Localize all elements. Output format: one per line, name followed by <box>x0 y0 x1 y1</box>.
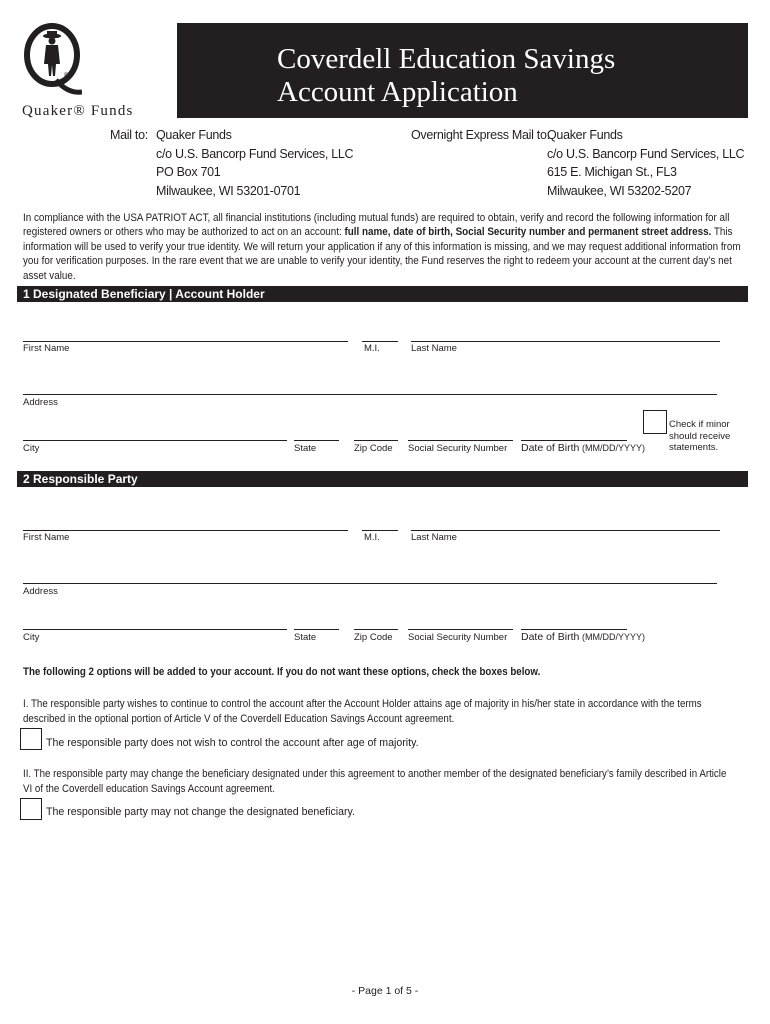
s2-last-name-label: Last Name <box>411 532 457 543</box>
minor-statements-checkbox[interactable] <box>643 410 667 434</box>
s1-first-name-label: First Name <box>23 343 70 354</box>
s2-city-label: City <box>23 632 40 643</box>
option-2-checkbox[interactable] <box>20 798 42 820</box>
s1-state-field[interactable] <box>294 440 339 441</box>
express-line: Milwaukee, WI 53202-5207 <box>547 183 692 198</box>
s1-address-label: Address <box>23 397 58 408</box>
s1-mi-field[interactable] <box>362 341 398 342</box>
s1-state-label: State <box>294 443 317 454</box>
s1-dob-field[interactable] <box>521 440 627 441</box>
mail-line: Quaker Funds <box>156 128 232 142</box>
mail-line: PO Box 701 <box>156 165 221 179</box>
section-1-header: 1 Designated Beneficiary | Account Holder <box>17 286 748 302</box>
page-title <box>277 43 615 109</box>
s1-ssn-field[interactable] <box>408 440 513 441</box>
s2-mi-field[interactable] <box>362 530 398 531</box>
minor-label-line: Check if minor <box>669 419 730 430</box>
s2-ssn-label: Social Security Number <box>408 632 508 643</box>
s2-mi-label: M.I. <box>364 532 380 543</box>
s2-first-name-label: First Name <box>23 532 70 543</box>
s2-last-name-field[interactable] <box>411 530 720 531</box>
mail-address <box>156 126 353 200</box>
mail-to-label: Mail to: <box>110 128 148 142</box>
s1-last-name-field[interactable] <box>411 341 720 342</box>
options-heading: The following 2 options will be added to your account. If you do not want these options, check the boxes below. <box>23 666 541 678</box>
s2-address-label: Address <box>23 586 58 597</box>
brand-name: Quaker® Funds <box>22 103 134 119</box>
express-line: c/o U.S. Bancorp Fund Services, LLC <box>547 146 745 161</box>
dob-format: (MM/DD/YYYY) <box>582 632 646 642</box>
s1-mi-label: M.I. <box>364 343 380 354</box>
dob-format: (MM/DD/YYYY) <box>582 443 646 453</box>
minor-label-line: statements. <box>669 442 719 453</box>
s2-ssn-field[interactable] <box>408 629 513 630</box>
s2-first-name-field[interactable] <box>23 530 348 531</box>
svg-text:®: ® <box>64 73 69 79</box>
minor-label-line: should receive <box>669 430 731 442</box>
dob-text: Date of Birth <box>521 631 580 643</box>
s1-ssn-label: Social Security Number <box>408 443 508 454</box>
express-mail-label: Overnight Express Mail to: <box>411 128 550 142</box>
s1-address-field[interactable] <box>23 394 717 395</box>
s2-dob-field[interactable] <box>521 629 627 630</box>
s1-first-name-field[interactable] <box>23 341 348 342</box>
option-1-text: I. The responsible party wishes to continue to control the account after the Account Holder attains age of majority in his/her state in accordance with the terms described in the optional portion of Article V of the Coverdell Education Savings Account agreement. <box>23 698 702 725</box>
option-2-text: II. The responsible party may change the beneficiary designated under this agreement to another member of the designated beneficiary’s family described in Article VI of the Coverdell education Savings Account agreement. <box>23 768 727 795</box>
notice-text-cont: This information will be used to verify your true identity. We will return your application if any of this information is missing, and we may request additional information from you for verification purposes. In the rare event that we are unable to verify your identity, the Fund reserves the right to redeem your account at the current day’s net asset value. <box>23 226 741 282</box>
express-mail-address <box>547 126 744 200</box>
s2-state-label: State <box>294 632 317 643</box>
s1-city-field[interactable] <box>23 440 287 441</box>
s2-city-field[interactable] <box>23 629 287 630</box>
quaker-logo-icon <box>22 22 82 100</box>
notice-text: In compliance with the USA PATRIOT ACT, all financial institutions (including mutual funds) are required to obtain, verify and record the following information for all registered owners or others who may be authorized to act on an account: <box>23 212 730 239</box>
s2-address-field[interactable] <box>23 583 717 584</box>
option-1-checkbox[interactable] <box>20 728 42 750</box>
express-line: 615 E. Michigan St., FL3 <box>547 165 677 179</box>
title-line-2: Account Application <box>277 76 518 108</box>
s2-state-field[interactable] <box>294 629 339 630</box>
s1-city-label: City <box>23 443 40 454</box>
s2-dob-label <box>521 631 645 643</box>
minor-statements-label <box>669 419 730 454</box>
section-2-header: 2 Responsible Party <box>17 471 748 487</box>
patriot-act-notice <box>23 211 748 283</box>
s1-last-name-label: Last Name <box>411 343 457 354</box>
title-banner <box>177 23 748 118</box>
s1-zip-field[interactable] <box>354 440 398 441</box>
s1-zip-label: Zip Code <box>354 443 393 454</box>
option-2-check-label: The responsible party may not change the designated beneficiary. <box>46 806 355 818</box>
express-line: Quaker Funds <box>547 128 623 142</box>
s2-zip-field[interactable] <box>354 629 398 630</box>
s2-zip-label: Zip Code <box>354 632 393 643</box>
notice-bold-text: full name, date of birth, Social Security number and permanent street address. <box>344 226 712 239</box>
mail-line: c/o U.S. Bancorp Fund Services, LLC <box>156 146 354 161</box>
page-number: - Page 1 of 5 - <box>351 985 419 997</box>
dob-text: Date of Birth <box>521 442 580 454</box>
mail-line: Milwaukee, WI 53201-0701 <box>156 183 301 198</box>
s1-dob-label <box>521 442 645 454</box>
option-1-check-label: The responsible party does not wish to control the account after age of majority. <box>46 737 419 749</box>
title-line-1: Coverdell Education Savings <box>277 43 616 75</box>
